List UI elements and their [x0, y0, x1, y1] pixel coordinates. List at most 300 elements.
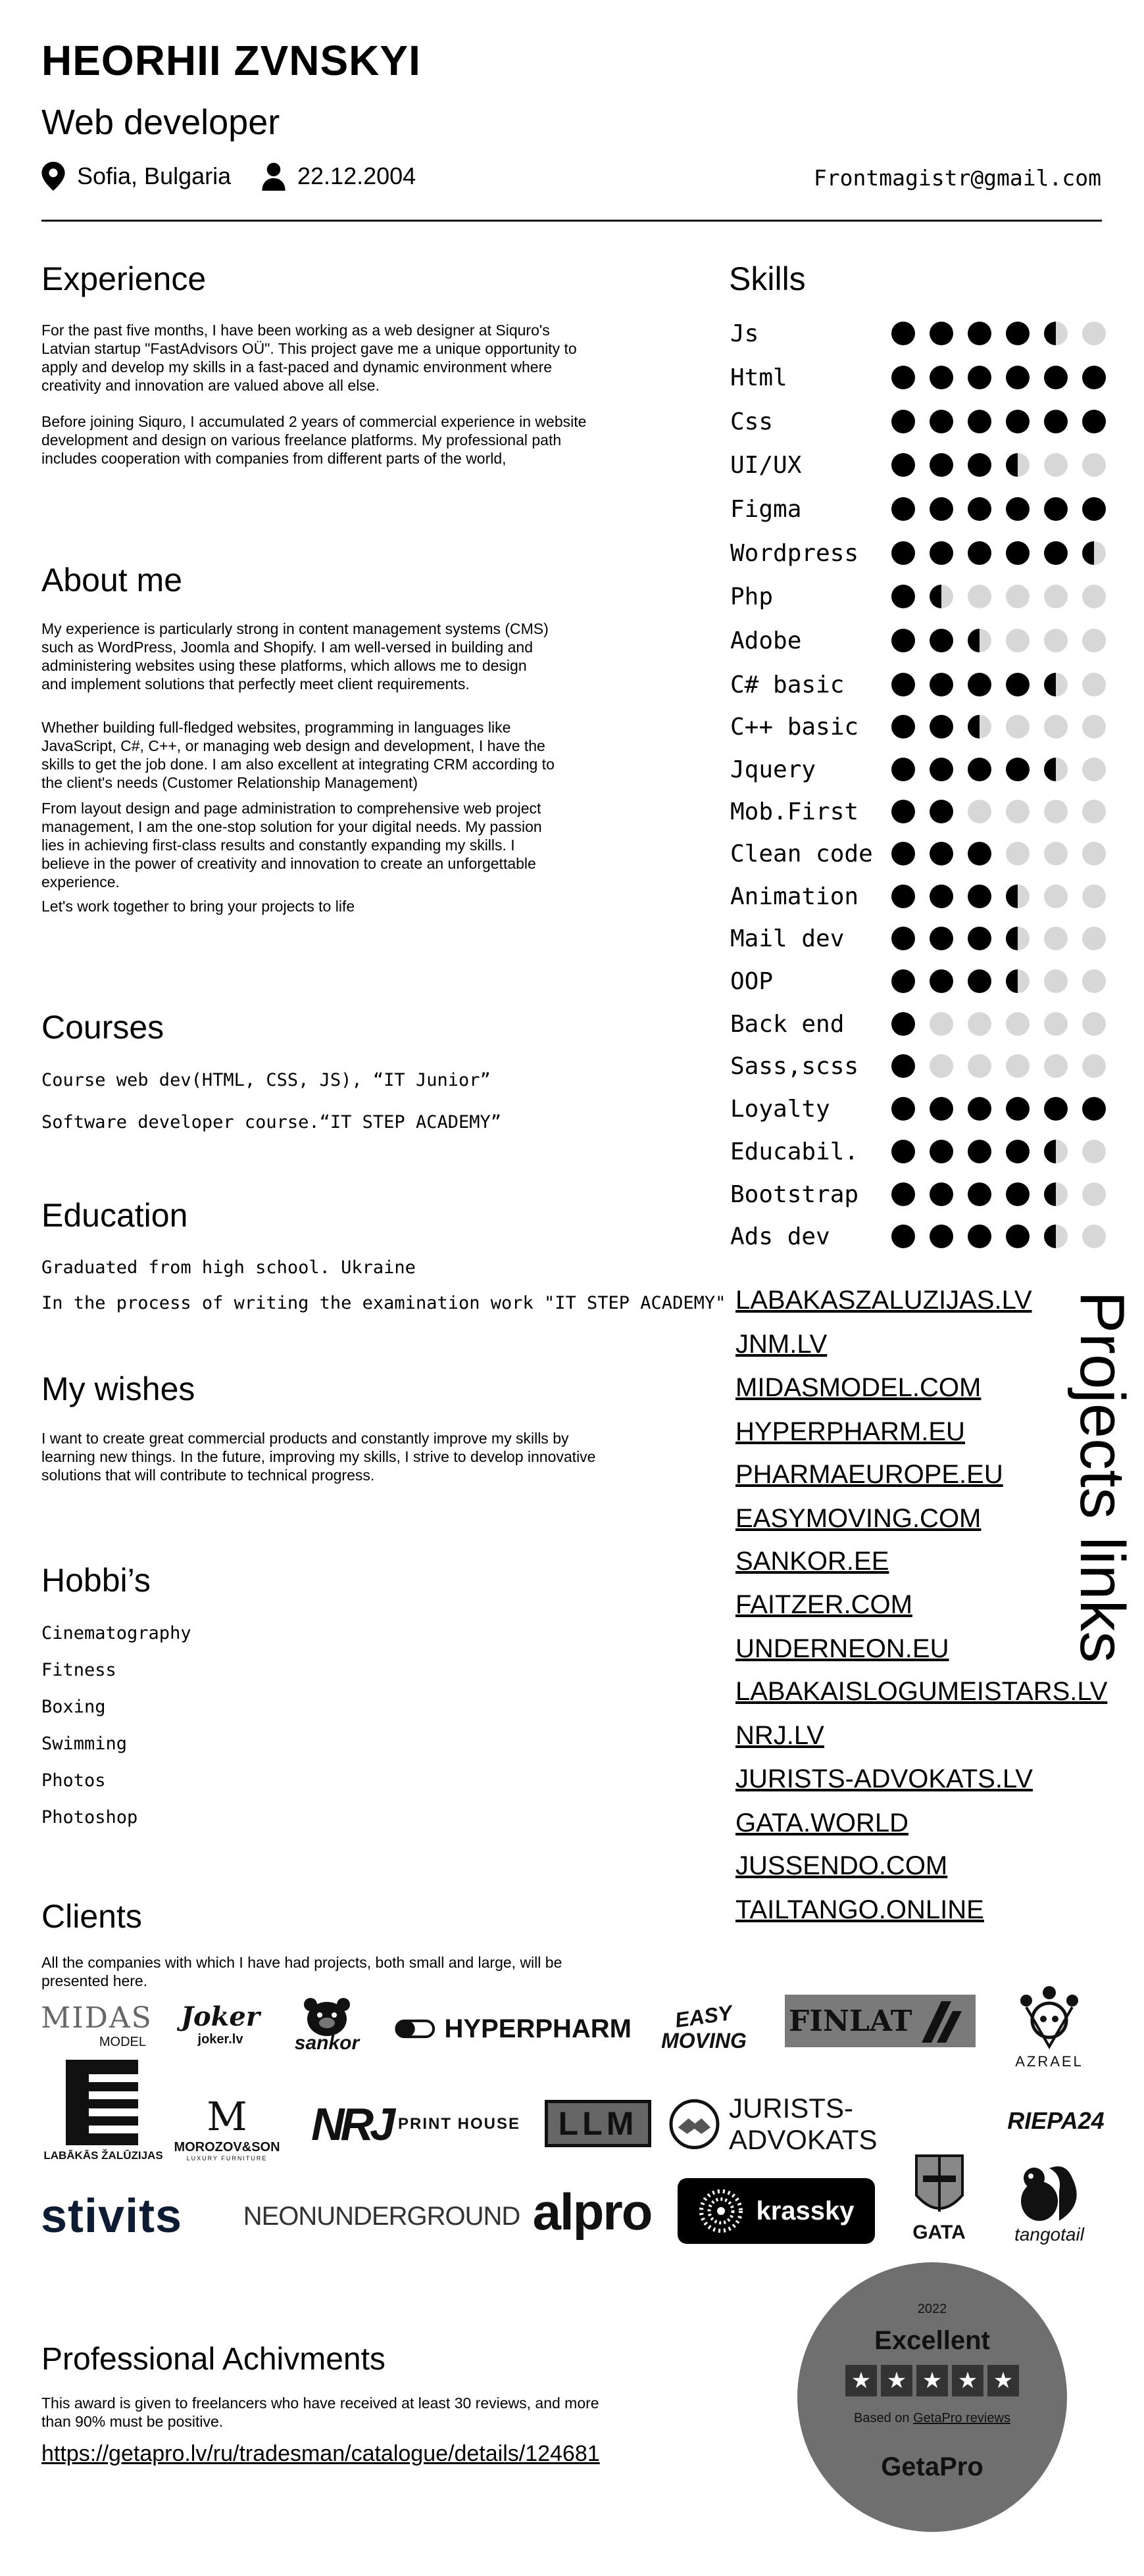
person-icon: [262, 162, 286, 191]
badge-brand: GetaPro: [881, 2452, 983, 2481]
skill-rating: [891, 885, 1106, 908]
skill-name: Wordpress: [730, 539, 859, 567]
skill-name: Ads dev: [730, 1223, 830, 1250]
logo-gata: [898, 2144, 980, 2249]
logo-text: tangotail: [1014, 2224, 1084, 2245]
skill-dot: [930, 1225, 953, 1248]
skill-row: [730, 1181, 1106, 1207]
skill-dot: [891, 410, 915, 433]
experience-title: Experience: [41, 260, 207, 297]
skill-dot: [1044, 715, 1068, 739]
skill-rating: [891, 1140, 1106, 1163]
skill-rating: [891, 366, 1106, 389]
logo-text: HYPERPHARM: [444, 2014, 632, 2043]
skill-dot: [1082, 1182, 1106, 1206]
skill-dot: [968, 322, 991, 345]
logo-text: alpro: [532, 2182, 652, 2241]
skill-rating: [891, 1225, 1106, 1248]
skill-dot: [891, 1097, 915, 1121]
skill-name: Adobe: [730, 627, 802, 654]
achievement-link[interactable]: https://getapro.lv/ru/tradesman/catalogue/details/124681: [41, 2441, 600, 2466]
skill-dot: [968, 629, 991, 652]
job-title: Web developer: [41, 103, 280, 142]
skill-dot: [891, 453, 915, 477]
skill-rating: [891, 1012, 1106, 1036]
skill-dot: [968, 715, 991, 739]
skill-row: [730, 496, 1106, 522]
clients-text: All the companies with which I have had projects, both small and large, will be presented here.: [41, 1954, 562, 1989]
skill-row: [730, 798, 1106, 825]
skill-dot: [1006, 629, 1030, 652]
project-link[interactable]: GATA.WORLD: [735, 1809, 908, 1837]
skill-dot: [968, 1012, 991, 1036]
logo-text: NEONUNDERGROUND: [243, 2201, 520, 2231]
skill-dot: [930, 541, 953, 565]
project-link[interactable]: SANKOR.EE: [735, 1547, 889, 1576]
skill-dot: [930, 366, 953, 389]
skill-row: [730, 1096, 1106, 1122]
skill-row: [730, 627, 1106, 654]
skill-rating: [891, 969, 1106, 993]
skill-dot: [1044, 1182, 1068, 1206]
skill-rating: [891, 629, 1106, 652]
logo-krassky: [678, 2178, 875, 2244]
skill-dot: [1006, 1012, 1030, 1036]
skill-dot: [891, 1012, 915, 1036]
star-icon: ★: [916, 2365, 948, 2396]
skill-dot: [930, 758, 953, 781]
skill-dot: [1006, 410, 1030, 433]
skill-name: Php: [730, 583, 774, 610]
skill-dot: [930, 497, 953, 521]
skill-dot: [1082, 497, 1106, 521]
skill-rating: [891, 927, 1106, 950]
skill-dot: [930, 715, 953, 739]
project-link[interactable]: JUSSENDO.COM: [735, 1851, 948, 1880]
skill-dot: [891, 673, 915, 696]
logo-text: MOVING: [661, 2029, 747, 2053]
skill-row: [730, 840, 1106, 867]
logo-hyperpharm: [395, 2009, 632, 2049]
skill-dot: [1006, 715, 1030, 739]
logo-stivits: [41, 2190, 238, 2243]
skill-name: Educabil.: [730, 1138, 859, 1165]
skill-dot: [930, 453, 953, 477]
skill-dot: [968, 842, 991, 865]
skills-title: Skills: [729, 260, 806, 297]
skill-dot: [1082, 927, 1106, 950]
logo-jurists-advokats: [669, 2093, 998, 2155]
skill-rating: [891, 410, 1106, 433]
logo-nrj-print-house: [304, 2098, 528, 2151]
person-name: HEORHII ZVNSKYI: [41, 37, 421, 84]
logo-easy-moving: [651, 1999, 757, 2058]
project-link[interactable]: MIDASMODEL.COM: [735, 1373, 982, 1402]
skill-dot: [968, 453, 991, 477]
logo-text: MOROZOV&SON: [174, 2139, 280, 2154]
skill-dot: [968, 1225, 991, 1248]
logo-text: joker.lv: [197, 2031, 243, 2047]
skill-dot: [1006, 585, 1030, 608]
logo-text: stivits: [41, 2190, 183, 2243]
skill-dot: [1044, 322, 1068, 345]
skill-name: C++ basic: [730, 713, 859, 741]
skill-dot: [891, 1182, 915, 1206]
skill-dot: [891, 1140, 915, 1163]
skill-dot: [1082, 453, 1106, 477]
skill-rating: [891, 673, 1106, 696]
project-link[interactable]: TAILTANGO.ONLINE: [735, 1895, 984, 1924]
handshake-icon: [669, 2099, 720, 2150]
clients-title: Clients: [41, 1898, 142, 1935]
logo-text: MODEL: [99, 2035, 146, 2049]
skill-dot: [1006, 673, 1030, 696]
skill-dot: [968, 673, 991, 696]
bear-icon: [301, 1997, 353, 2036]
skill-rating: [891, 541, 1106, 565]
skill-dot: [930, 1097, 953, 1121]
logo-joker: [178, 1993, 263, 2055]
skill-row: [730, 540, 1106, 566]
skill-name: Figma: [730, 495, 802, 523]
logo-azrael: [1000, 1973, 1099, 2078]
skill-dot: [968, 758, 991, 781]
skill-dot: [1082, 715, 1106, 739]
logo-tangotail: [1000, 2154, 1099, 2249]
skill-dot: [891, 1225, 915, 1248]
skill-dot: [891, 885, 915, 908]
badge-based-on: [797, 2411, 1067, 2426]
skill-dot: [1006, 800, 1030, 823]
project-link[interactable]: LABAKAISLOGUMEISTARS.LV: [735, 1677, 1108, 1706]
skill-dot: [1082, 1140, 1106, 1163]
project-link[interactable]: PHARMAEUROPE.EU: [735, 1460, 1003, 1489]
skull-emblem-icon: [1013, 1981, 1085, 2053]
skill-dot: [891, 969, 915, 993]
badge-stars: [797, 2365, 1067, 2396]
location: [41, 162, 231, 191]
squirrel-icon: [1013, 2158, 1085, 2224]
skill-dot: [1006, 1140, 1030, 1163]
skill-dot: [1006, 541, 1030, 565]
hobbies-title: Hobbi’s: [41, 1562, 151, 1599]
skill-dot: [1044, 366, 1068, 389]
skill-row: [730, 714, 1106, 740]
skill-row: [730, 968, 1106, 994]
skill-dot: [930, 1182, 953, 1206]
skill-dot: [1082, 1225, 1106, 1248]
skill-dot: [930, 673, 953, 696]
skill-dot: [930, 410, 953, 433]
logo-text: LLM: [558, 2105, 638, 2142]
skill-dot: [891, 1054, 915, 1078]
hobby-item: Cinematography: [41, 1623, 191, 1643]
skill-rating: [891, 715, 1106, 739]
project-link[interactable]: EASYMOVING.COM: [735, 1504, 982, 1533]
skill-dot: [1044, 541, 1068, 565]
skill-dot: [930, 1012, 953, 1036]
logo-text: EASY: [674, 2001, 734, 2032]
skill-row: [730, 583, 1106, 610]
skill-row: [730, 1053, 1106, 1079]
skill-name: Clean code: [730, 840, 873, 867]
skill-dot: [930, 585, 953, 608]
skill-dot: [1006, 969, 1030, 993]
hobby-item: Photos: [41, 1770, 106, 1791]
skill-dot: [1044, 1140, 1068, 1163]
skill-name: Js: [730, 320, 759, 347]
skill-dot: [1082, 410, 1106, 433]
wishes-title: My wishes: [41, 1371, 195, 1407]
skill-name: Back end: [730, 1010, 845, 1038]
skill-dot: [1044, 1012, 1068, 1036]
skill-dot: [930, 927, 953, 950]
projects-title: Projects links: [1067, 1291, 1137, 1663]
birthdate: [262, 162, 416, 191]
skill-row: [730, 452, 1106, 478]
skill-name: Jquery: [730, 756, 816, 783]
skill-rating: [891, 800, 1106, 823]
about-paragraph: Whether building full-fledged websites, programming in languages like JavaScript, C#, C++, or managing web design and development, I have the skills to get the job done. I am also excellent at integrating CRM according to the client's needs (Customer Relationship Management): [41, 719, 555, 791]
skill-name: OOP: [730, 967, 774, 995]
skill-dot: [1082, 585, 1106, 608]
logo-morozov-son: [168, 2085, 286, 2170]
skill-dot: [1082, 800, 1106, 823]
skill-dot: [930, 1054, 953, 1078]
skill-dot: [891, 715, 915, 739]
project-link[interactable]: HYPERPHARM.EU: [735, 1417, 965, 1446]
skill-dot: [1082, 322, 1106, 345]
skill-dot: [1044, 927, 1068, 950]
skill-dot: [968, 585, 991, 608]
skill-row: [730, 320, 1106, 347]
email[interactable]: Frontmagistr@gmail.com: [813, 165, 1101, 191]
project-link[interactable]: JURISTS-ADVOKATS.LV: [735, 1764, 1033, 1793]
wishes-text: I want to create great commercial products and constantly improve my skills by learning new things. In the future, improving my skills, I strive to develop innovative solutions that will contribute to technical progress.: [41, 1430, 596, 1484]
skill-dot: [1044, 629, 1068, 652]
skill-dot: [930, 885, 953, 908]
course-item: Software developer course.“IT STEP ACADEMY”: [41, 1112, 501, 1132]
skill-row: [730, 925, 1106, 952]
skill-dot: [891, 800, 915, 823]
star-icon: ★: [845, 2365, 877, 2396]
skill-dot: [1082, 1054, 1106, 1078]
education-title: Education: [41, 1197, 188, 1234]
badge-based-prefix: Based on: [854, 2411, 914, 2425]
logo-riepa24: [1003, 2104, 1108, 2137]
skill-dot: [891, 842, 915, 865]
skill-name: Mail dev: [730, 925, 845, 952]
hobby-item: Boxing: [41, 1697, 106, 1717]
skill-dot: [1044, 969, 1068, 993]
skill-dot: [1044, 800, 1068, 823]
skill-dot: [930, 629, 953, 652]
skill-name: UI/UX: [730, 451, 802, 479]
skill-dot: [891, 541, 915, 565]
hobby-item: Fitness: [41, 1660, 116, 1680]
skill-row: [730, 408, 1106, 435]
logo-text: MIDAS: [41, 2001, 153, 2035]
logo-text: JURISTS-ADVOKATS: [728, 2093, 878, 2155]
skill-dot: [1082, 541, 1106, 565]
skill-rating: [891, 1054, 1106, 1078]
header-divider: [41, 220, 1102, 222]
skill-dot: [1006, 1182, 1030, 1206]
logo-neon-underground: [243, 2197, 520, 2236]
skill-dot: [968, 885, 991, 908]
skill-dot: [1006, 322, 1030, 345]
logo-text: NRJ: [311, 2099, 392, 2150]
getapro-badge: [797, 2262, 1067, 2532]
skill-dot: [1082, 1012, 1106, 1036]
skill-dot: [930, 800, 953, 823]
skill-dot: [1044, 758, 1068, 781]
about-title: About me: [41, 562, 183, 598]
skill-dot: [891, 927, 915, 950]
logo-midas-model: [41, 1999, 153, 2052]
project-link[interactable]: LABAKASZALUZIJAS.LV: [735, 1286, 1032, 1315]
skill-dot: [968, 366, 991, 389]
skill-rating: [891, 453, 1106, 477]
skill-dot: [1044, 453, 1068, 477]
skill-dot: [968, 410, 991, 433]
skill-rating: [891, 585, 1106, 608]
skill-dot: [1006, 1225, 1030, 1248]
course-item: Course web dev(HTML, CSS, JS), “IT Junior”: [41, 1070, 491, 1090]
skill-dot: [968, 927, 991, 950]
logo-text: FINLAT: [789, 2004, 912, 2038]
blinds-icon: [66, 2060, 141, 2145]
location-text: Sofia, Bulgaria: [77, 162, 232, 189]
map-pin-icon: [41, 162, 65, 191]
skill-dot: [891, 585, 915, 608]
skill-dot: [1006, 1054, 1030, 1078]
skill-name: Mob.First: [730, 798, 859, 825]
skill-dot: [891, 322, 915, 345]
skill-dot: [968, 1054, 991, 1078]
skill-name: Sass,scss: [730, 1052, 859, 1080]
badge-year: 2022: [917, 2302, 947, 2316]
skill-dot: [1006, 366, 1030, 389]
skill-dot: [1044, 497, 1068, 521]
skill-rating: [891, 1182, 1106, 1206]
about-paragraph: From layout design and page administration to comprehensive web project management, I am the one-stop solution for your digital needs. My passion lies in achieving first-class results and constantly expanding my skills. I believe in the power of creativity and innovation to create an unforgettable experience.: [41, 800, 542, 890]
logo-sankor: [284, 1989, 370, 2062]
chevron-logo-icon: [918, 1998, 964, 2044]
star-icon: ★: [952, 2365, 983, 2396]
birthdate-text: 22.12.2004: [297, 162, 416, 189]
pill-icon: [395, 2017, 435, 2041]
skill-row: [730, 1223, 1106, 1250]
skill-dot: [1082, 629, 1106, 652]
logo-llm: [545, 2100, 651, 2147]
skill-dot: [1006, 453, 1030, 477]
skill-dot: [968, 541, 991, 565]
logo-text: LABĀKĀS ŽALŪZIJAS: [43, 2149, 163, 2162]
skill-dot: [1044, 885, 1068, 908]
skill-dot: [968, 800, 991, 823]
skill-dot: [1082, 758, 1106, 781]
skill-dot: [968, 1182, 991, 1206]
logo-text: AZRAEL: [1015, 2053, 1083, 2070]
skill-name: Css: [730, 408, 774, 435]
skill-dot: [930, 969, 953, 993]
badge-reviews-link[interactable]: GetaPro reviews: [913, 2411, 1010, 2425]
skill-row: [730, 364, 1106, 391]
skill-dot: [1044, 410, 1068, 433]
skill-row: [730, 1011, 1106, 1037]
skill-name: Html: [730, 364, 787, 391]
skill-dot: [1006, 842, 1030, 865]
monogram-icon: M: [207, 2093, 247, 2140]
skill-dot: [1044, 1225, 1068, 1248]
star-icon: ★: [881, 2365, 912, 2396]
logo-labakas-zaluzijas: [41, 2055, 166, 2167]
project-link[interactable]: NRJ.LV: [735, 1721, 824, 1750]
skill-dot: [1006, 497, 1030, 521]
skill-dot: [1082, 1097, 1106, 1121]
logo-alpro: [523, 2182, 661, 2241]
logo-text: GATA: [912, 2222, 966, 2243]
hobby-item: Photoshop: [41, 1807, 138, 1828]
skill-dot: [891, 366, 915, 389]
skill-dot: [1044, 1097, 1068, 1121]
logo-text: sankor: [294, 2032, 360, 2054]
skill-name: Loyalty: [730, 1095, 830, 1123]
logo-text: PRINT HOUSE: [398, 2115, 521, 2133]
skill-name: C# basic: [730, 671, 845, 698]
skill-row: [730, 756, 1106, 783]
education-item: Graduated from high school. Ukraine: [41, 1257, 416, 1278]
skill-dot: [930, 1140, 953, 1163]
skill-dot: [968, 497, 991, 521]
skill-row: [730, 671, 1106, 698]
skill-row: [730, 1138, 1106, 1165]
skill-dot: [1082, 673, 1106, 696]
skill-dot: [1082, 366, 1106, 389]
courses-title: Courses: [41, 1009, 164, 1046]
skill-dot: [891, 629, 915, 652]
skill-dot: [1006, 758, 1030, 781]
knight-helmet-icon: [907, 2149, 972, 2222]
skill-dot: [968, 1140, 991, 1163]
achievements-title: Professional Achivments: [41, 2342, 385, 2377]
project-link[interactable]: UNDERNEON.EU: [735, 1634, 949, 1663]
skill-rating: [891, 758, 1106, 781]
skill-dot: [1044, 673, 1068, 696]
achievements-text: This award is given to freelancers who have received at least 30 reviews, and more than 90% must be positive.: [41, 2394, 599, 2430]
skill-dot: [1044, 842, 1068, 865]
skill-rating: [891, 322, 1106, 345]
about-paragraph: My experience is particularly strong in content management systems (CMS) such as WordPress, Joomla and Shopify. I am well-versed in building and administering websites using these platforms, which allows me to design and implement solutions that perfectly meet client requirements.: [41, 620, 549, 693]
experience-paragraph: For the past five months, I have been working as a web designer at Siquro's Latvian startup "FastAdvisors OÜ". This project gave me a unique opportunity to apply and develop my skills in a fast-paced and dynamic environment where creativity and innovation are valued above all else.: [41, 322, 577, 394]
skill-rating: [891, 1097, 1106, 1121]
skill-dot: [968, 1097, 991, 1121]
skill-dot: [1082, 969, 1106, 993]
project-link[interactable]: JNM.LV: [735, 1330, 828, 1359]
skill-row: [730, 883, 1106, 910]
skill-dot: [1044, 585, 1068, 608]
project-link[interactable]: FAITZER.COM: [735, 1590, 912, 1619]
skill-rating: [891, 842, 1106, 865]
skill-dot: [891, 497, 915, 521]
logo-text: krassky: [756, 2196, 855, 2225]
skill-dot: [930, 842, 953, 865]
about-paragraph: Let's work together to bring your projects to life: [41, 898, 355, 915]
logo-text: RIEPA24: [1007, 2107, 1105, 2134]
skill-name: Animation: [730, 883, 859, 910]
skill-dot: [1082, 885, 1106, 908]
